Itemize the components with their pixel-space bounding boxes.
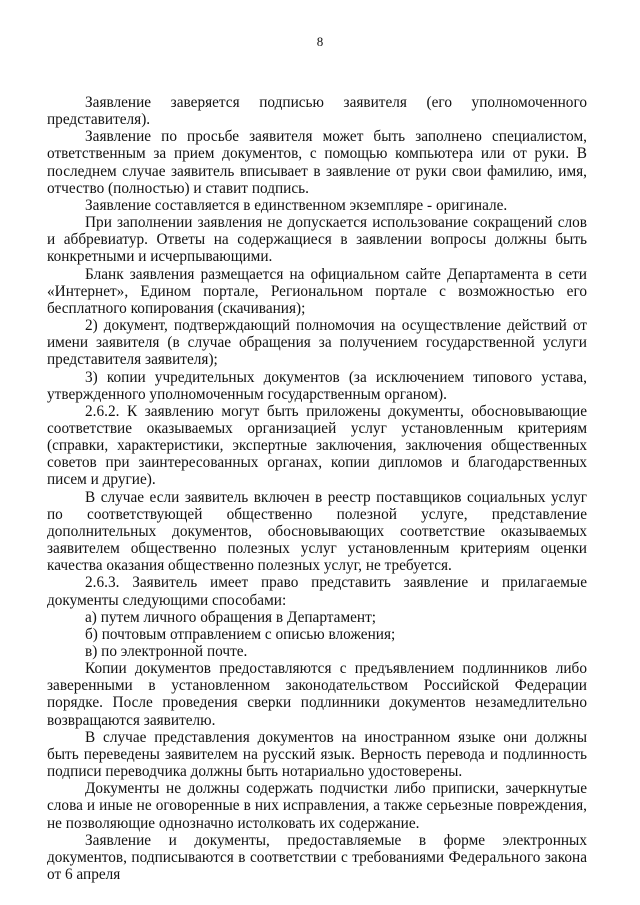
list-item-by-email: в) по электронной почте.: [85, 643, 248, 660]
paragraph-registry-case: В случае если заявитель включен в реестр поставщиков социальных услуг по соответствующей общественно полезной услуге, представление дополнительных документов, обосновывающих соответствие оказываемых заявителем общественно полезных услуг установленным критериям оценки качества оказания общественно полезных услуг, не требуется.: [47, 488, 587, 575]
document-body: [47, 94, 587, 883]
list-item-by-mail: б) почтовым отправлением с описью вложения;: [85, 625, 396, 643]
paragraph-foreign-language: В случае представления документов на иностранном языке они должны быть переведены заявителем на русский язык. Верность перевода и подлинность подписи переводчика должны быть нотариально удостоверены.: [47, 728, 587, 781]
page-number: 8: [316, 34, 324, 49]
list-item-founding-documents: 3) копии учредительных документов (за исключением типового устава, утвержденного уполномоченным государственным органом).: [47, 368, 587, 403]
paragraph-electronic-documents: Заявление и документы, предоставляемые в форме электронных документов, подписываются в соответствии с требованиями Федерального закона от 6 апреля: [47, 831, 587, 884]
paragraph-form-on-website: Бланк заявления размещается на официальном сайте Департамента в сети «Интернет», Едином портале, Региональном портале с возможностью его бесплатного копирования (скачивания);: [47, 265, 587, 317]
list-item-authority-document: 2) документ, подтверждающий полномочия на осуществление действий от имени заявителя (в случае обращения за получением государственной услуги представителя заявителя);: [47, 317, 587, 369]
paragraph-single-copy: Заявление составляется в единственном экземпляре - оригинале.: [85, 196, 508, 214]
paragraph-no-abbreviations: При заполнении заявления не допускается использование сокращений слов и аббревиатур. Ответы на содержащиеся в заявлении вопросы должны быть конкретными и исчерпывающими.: [47, 214, 587, 266]
list-item-in-person: а) путем личного обращения в Департамент;: [85, 608, 377, 626]
paragraph-section-2-6-3: 2.6.3. Заявитель имеет право представить заявление и прилагаемые документы следующими способами:: [47, 574, 587, 609]
paragraph-filled-by-specialist: Заявление по просьбе заявителя может быть заполнено специалистом, ответственным за прием документов, с помощью компьютера или от руки. В последнем случае заявитель вписывает в заявление от руки свои фамилию, имя, отчество (полностью) и ставит подпись.: [47, 128, 587, 197]
paragraph-section-2-6-2: 2.6.2. К заявлению могут быть приложены документы, обосновывающие соответствие оказываемых организацией услуг установленным критериям (справки, характеристики, экспертные заключения, заключения общественных советов при заинтересованных органах, копии дипломов и благодарственных писем и другие).: [47, 402, 587, 489]
paragraph-certification: Заявление заверяется подписью заявителя (его уполномоченного представителя).: [47, 94, 587, 129]
paragraph-copies: Копии документов предоставляются с предъявлением подлинников либо заверенными в установленном законодательством Российской Федерации порядке. После проведения сверки подлинники документов незамедлительно возвращаются заявителю.: [47, 660, 587, 729]
paragraph-no-corrections: Документы не должны содержать подчистки либо приписки, зачеркнутые слова и иные не оговоренные в них исправления, а также серьезные повреждения, не позволяющие однозначно истолковать их содержание.: [47, 780, 587, 832]
